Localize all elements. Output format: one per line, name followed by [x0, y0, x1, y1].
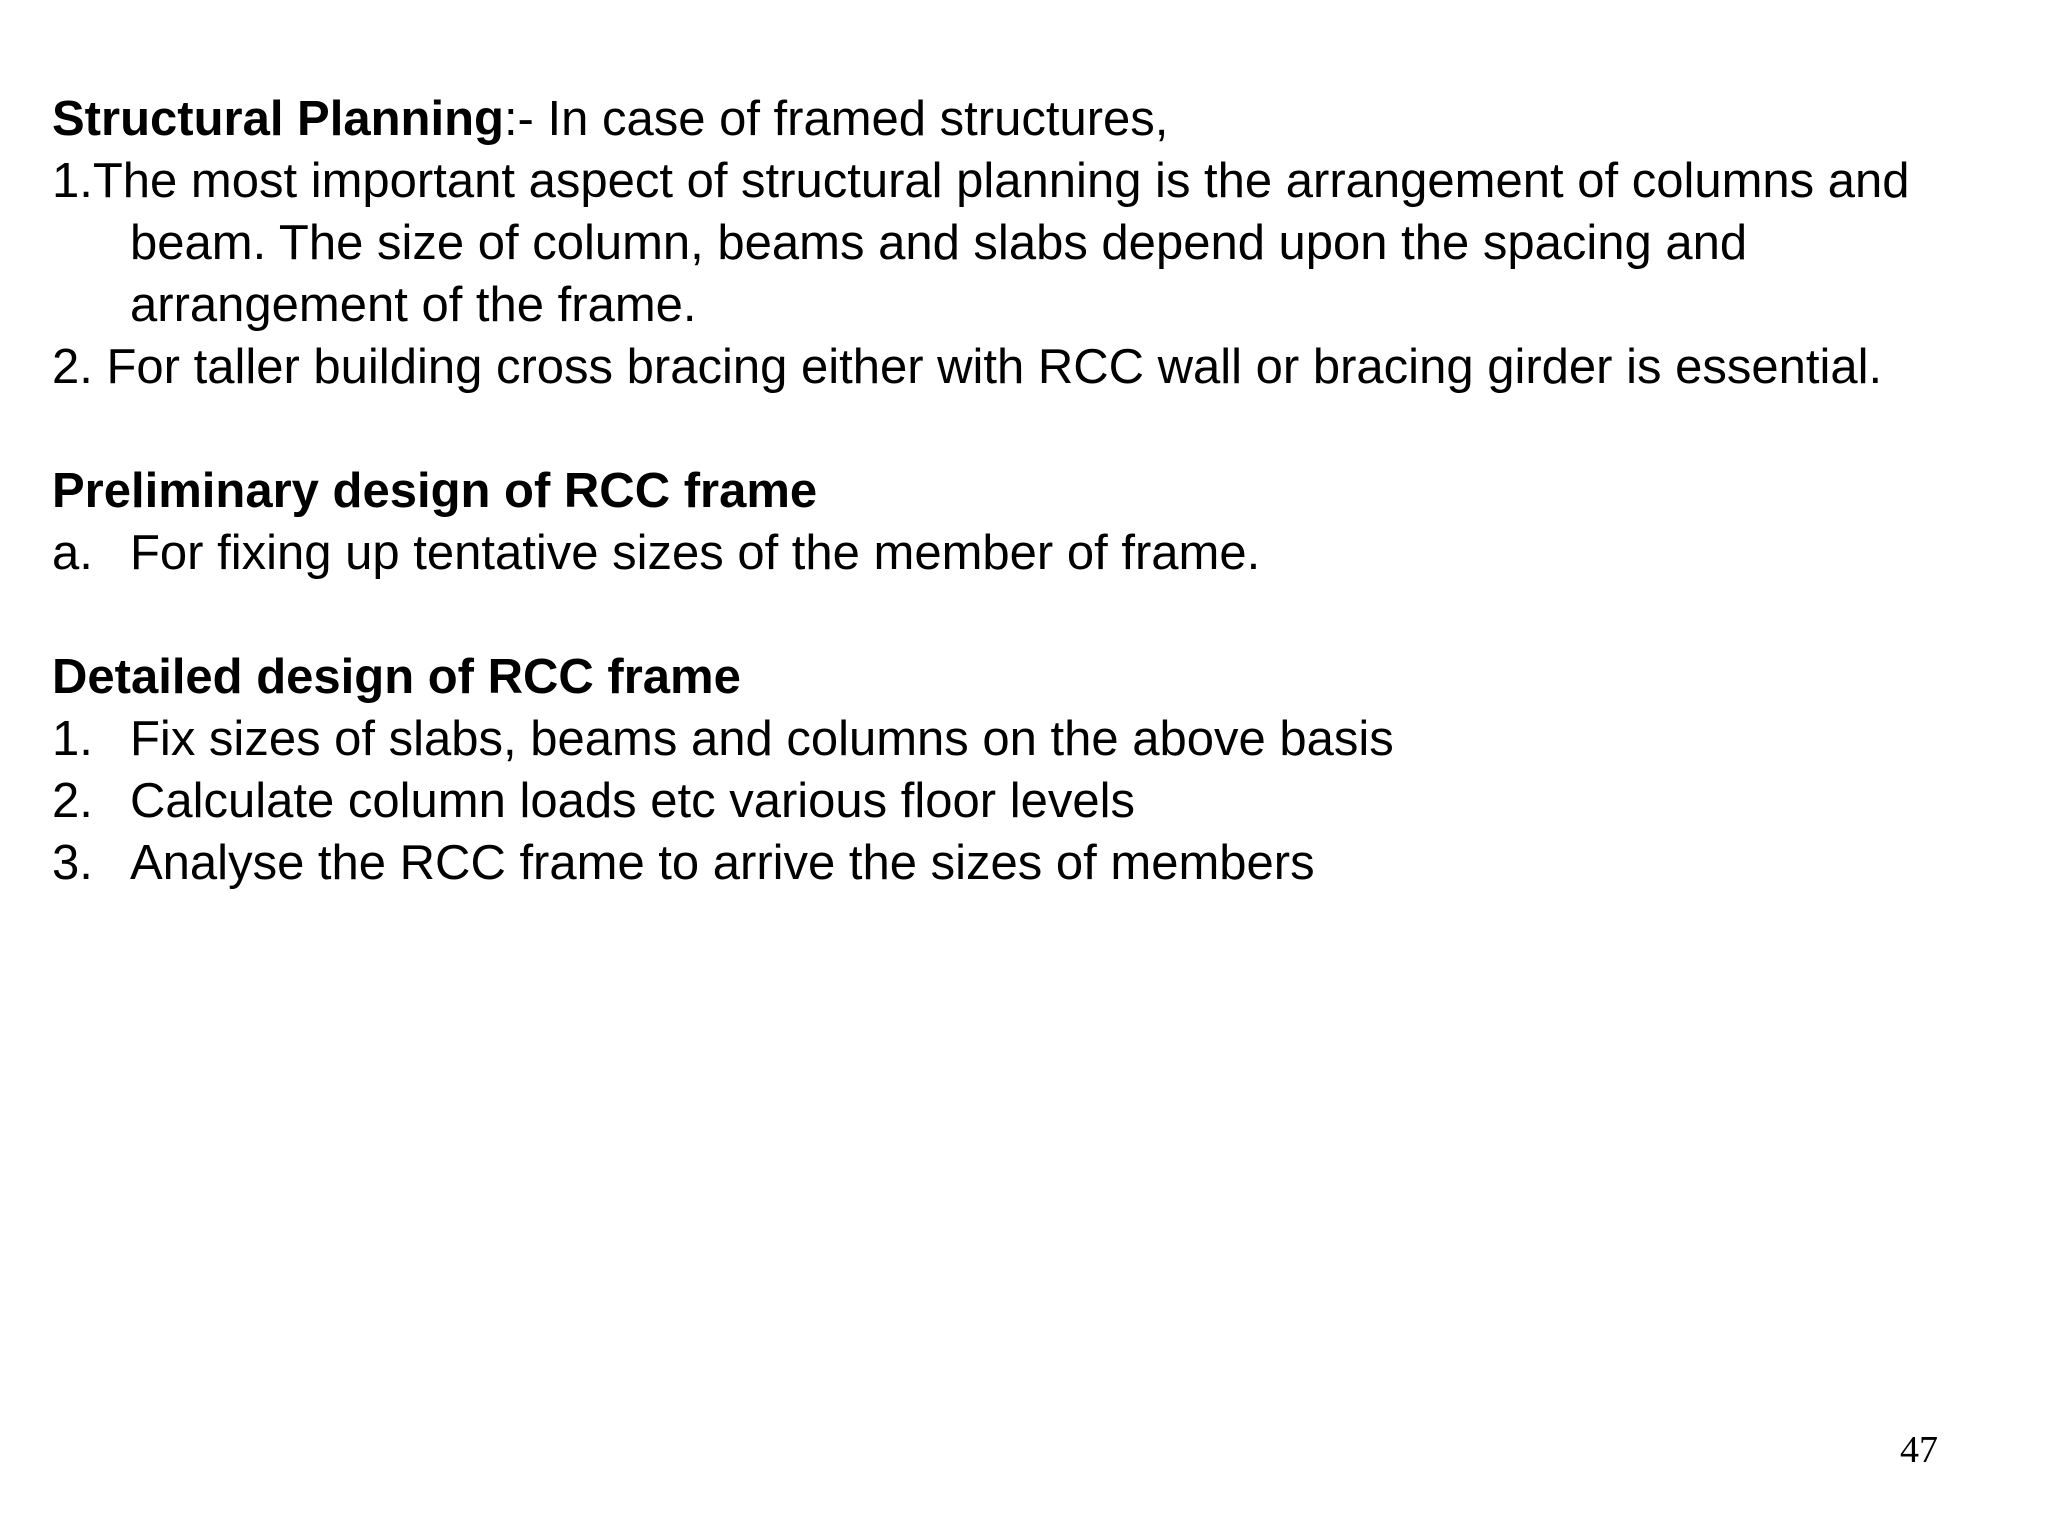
list-marker: a.: [52, 526, 93, 580]
structural-planning-heading: Structural Planning: [52, 92, 504, 146]
structural-planning-item-1-line-3: arrangement of the frame.: [130, 278, 697, 332]
detailed-design-item: [52, 770, 2012, 832]
structural-planning-item-1-text-1: The most important aspect of structural planning is the arrangement of columns and: [92, 154, 1910, 208]
list-item-text: Calculate column loads etc various floor levels: [130, 774, 1135, 828]
list-marker: 3.: [52, 836, 93, 890]
slide-content: [52, 88, 2012, 894]
section-spacer: [52, 398, 2012, 460]
list-marker: 1.: [52, 712, 93, 766]
detailed-design-heading: Detailed design of RCC frame: [52, 650, 741, 704]
list-item-text: For fixing up tentative sizes of the member of frame.: [130, 526, 1261, 580]
detailed-design-item: [52, 832, 2012, 894]
preliminary-design-heading: Preliminary design of RCC frame: [52, 464, 818, 518]
list-item-text: Fix sizes of slabs, beams and columns on the above basis: [130, 712, 1394, 766]
preliminary-design-item: [52, 522, 2012, 584]
structural-planning-intro: [52, 88, 2012, 150]
list-item-text: Analyse the RCC frame to arrive the sizes of members: [130, 836, 1315, 890]
structural-planning-item-1-line-1: [52, 150, 2012, 212]
detailed-design-item: [52, 708, 2012, 770]
section-spacer: [52, 584, 2012, 646]
structural-planning-item-1-number: 1.: [52, 154, 93, 208]
page-number: 47: [1900, 1429, 1938, 1471]
structural-planning-item-2: 2. For taller building cross bracing either with RCC wall or bracing girder is essential.: [52, 340, 1883, 394]
structural-planning-heading-suffix: :- In case of framed structures,: [503, 92, 1169, 146]
list-marker: 2.: [52, 774, 93, 828]
structural-planning-item-1-line-2: beam. The size of column, beams and slabs depend upon the spacing and: [130, 216, 1748, 270]
